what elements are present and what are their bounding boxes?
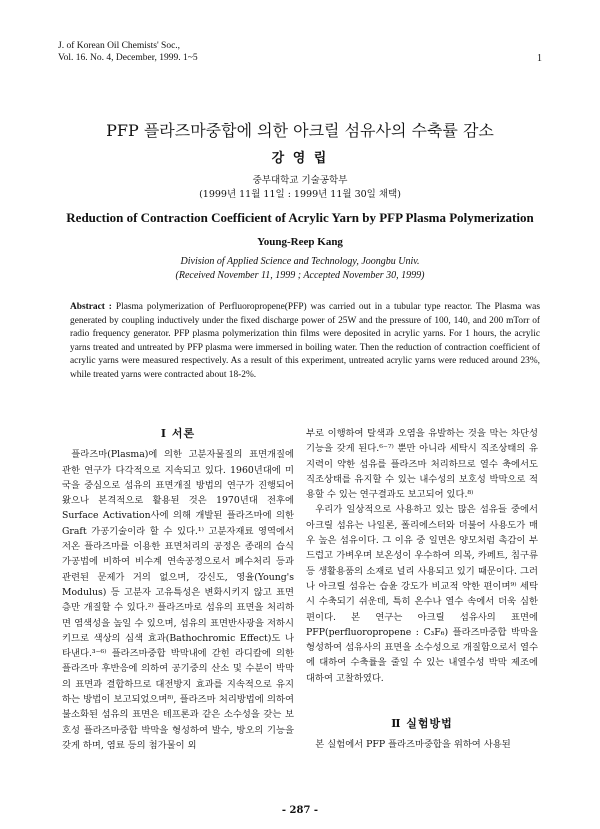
abstract-label: Abstract : xyxy=(70,302,112,312)
affiliation-english: Division of Applied Science and Technology, Joongbu Univ. xyxy=(180,256,420,267)
intro-paragraph-continued: 부로 이행하여 탈색과 오염을 유발하는 것을 막는 차단성 기능을 갖게 된다.⁶⁻⁷⁾ 뿐만 아니라 세탁시 직조상태의 유지력이 약한 섬유를 플라즈마 처리하므로 열수 축에서도 직조상태를 유지할 수 있는 내수성의 보호성 박막으로 적용할 수 있는 연구결과도 보고되어 있다.⁸⁾ xyxy=(306,428,538,501)
dates-korean: (1999년 11월 11일 : 1999년 11월 30일 채택) xyxy=(199,189,401,200)
journal-name: J. of Korean Oil Chemists' Soc., xyxy=(58,41,181,51)
left-column xyxy=(62,426,294,753)
author-english: Young-Reep Kang xyxy=(257,236,343,248)
affiliation-korean: 중부대학교 기술공학부 xyxy=(252,175,348,186)
author-korean: 강 영 립 xyxy=(271,151,329,166)
intro-paragraph-1: 플라즈마(Plasma)에 의한 고분자물질의 표면개질에 관한 연구가 다각적으로 지속되고 있다. 1960년대에 미국을 중심으로 섬유의 표면개질 방법의 연구가 진행되어 왔으나 본격적으로 활용된 것은 1970년대 전후에 Surface Activation사에 의해 개발된 플라즈마에 의한 Graft 가공기술이라 할 수 있다.¹⁾ 고분자재료 영역에서 저온 플라즈마를 이용한 표면처리의 공정은 종래의 습식 가공법에 비하여 비수계 연속공정으로서 폐수처리 등과 관련된 문제가 거의 없으며, 강신도, 영율(Young's Modulus) 등 고분자 고유특성은 변화시키지 않고 표면층만 개질할 수 있다.²⁾ 플라즈마로 섬유의 표면을 처리하면 염색성을 높일 수 있으며, 섬유의 표면반사광을 저하시키므로 색상의 심색 효과(Bathochromic Effect)도 나타낸다.³⁻⁶⁾ 플라즈마중합 박막내에 갇힌 라디칼에 의한 플라즈마 후반응에 의하여 공기중의 산소 및 수분이 박막의 표면과 결합하므로 대전방지 효과를 지속적으로 유지하는 방법이 보고되었으며⁸⁾, 플라즈마 처리방법에 의하여 불소화된 섬유의 표면은 테프론과 같은 소수성을 갖는 보호성 플라즈마중합 박막을 형성하여 발수, 방오의 기능을 갖게 하며, 염료 등의 첨가물이 외 xyxy=(62,449,294,751)
journal-header xyxy=(58,40,198,64)
title-korean: PFP 플라즈마중합에 의한 아크릴 섬유사의 수축률 감소 xyxy=(106,121,494,140)
methods-paragraph-1: 본 실험에서 PFP 플라즈마중합을 위하여 사용된 xyxy=(315,739,511,751)
page-footer: - 287 - xyxy=(281,805,319,816)
section-heading-methods: Ⅱ 실험방법 xyxy=(391,717,453,731)
right-column xyxy=(306,426,538,753)
journal-volume: Vol. 16. No. 4, December, 1999. 1~5 xyxy=(58,53,198,63)
title-english: Reduction of Contraction Coefficient of Acrylic Yarn by PFP Plasma Polymerization xyxy=(66,210,534,225)
abstract-text: Plasma polymerization of Perfluoropropene(PFP) was carried out in a tubular type reactor. The Plasma was generated by coupling inductively under the fixed discharge power of 25W and the pressure of 100, 140, and 200 mTorr of radio frequency generator. PFP plasma polymerization thin films were deposited in acrylic yarns. For 1 hours, the acrylic yarns treated and untreated by PFP plasma were immersed in boiling water. Then the reduction of contraction coefficient of acrylic yarns were measured respectively. As a result of this experiment, untreated acrylic yarns were reduced around 23%, while treated yarns were contracted about 18-2%. xyxy=(70,302,540,380)
dates-english: (Received November 11, 1999 ; Accepted November 30, 1999) xyxy=(175,270,425,281)
abstract xyxy=(70,301,540,383)
section-heading-introduction: Ⅰ 서론 xyxy=(160,427,196,440)
intro-paragraph-2: 우리가 일상적으로 사용하고 있는 많은 섬유들 중에서 아크릴 섬유는 나일론, 폴리에스터와 더불어 사용도가 매우 높은 섬유이다. 그 이유 중 일면은 양모처럼 촉감이 부드럽고 가벼우며 보온성이 우수하여 의복, 카페트, 침구류 등 생활용품의 소재로 널리 사용되고 있기 때문이다. 그러나 아크릴 섬유는 습윤 강도가 비교적 약한 편이며⁹⁾ 세탁시 수축되기 쉬운데, 특히 온수나 열수 속에서 더욱 심한 편이다. 본 연구는 아크릴 섬유사의 표면에 PFP(perfluoropropene : C₃F₆) 플라즈마중합 박막을 형성하여 섬유사의 표면을 소수성으로 개질함으로서 열수에 대하여 수축률을 줄일 수 있는 내열수성 박막 제조에 대하여 고찰하였다. xyxy=(306,504,538,684)
page-number: 1 xyxy=(537,53,542,64)
